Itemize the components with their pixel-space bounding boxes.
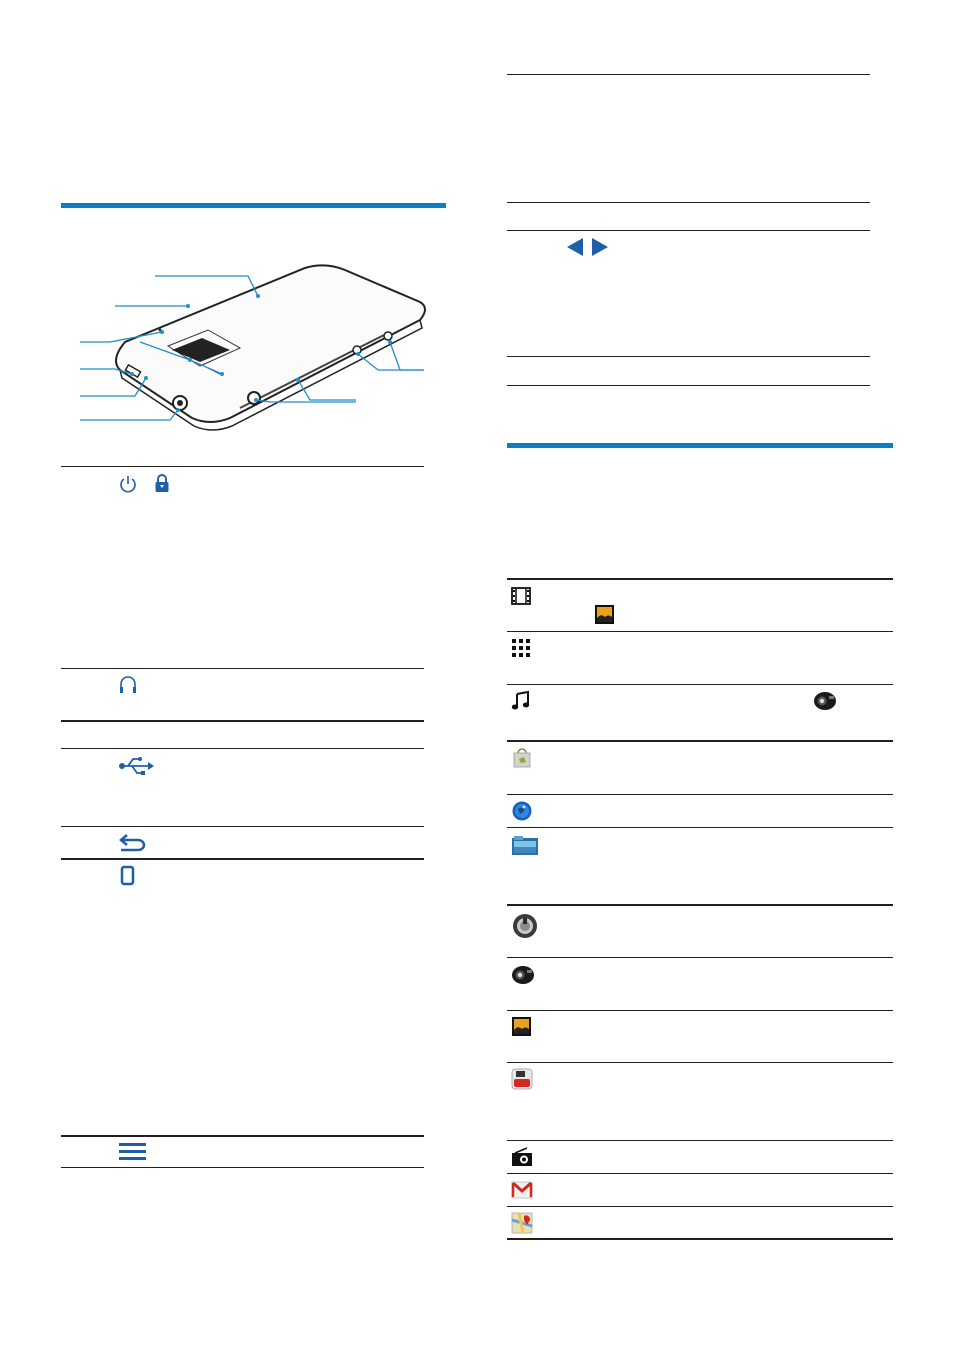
apps-rule-5: [507, 794, 893, 795]
apps-rule-7: [507, 904, 893, 906]
left-section-bar: [61, 203, 446, 208]
gallery-icon: [595, 605, 614, 624]
left-table-rule-4: [61, 748, 424, 749]
apps-rule-8: [507, 957, 893, 958]
browser-icon: [512, 801, 532, 821]
maps-icon: [511, 1212, 533, 1234]
apps-rule-12: [507, 1173, 893, 1174]
gallery-icon: [512, 1017, 531, 1036]
gmail-icon: [511, 1180, 533, 1200]
camera-app-icon: [511, 964, 535, 986]
left-table-rule-6: [61, 858, 424, 860]
apps-rule-14: [507, 1238, 893, 1240]
apps-rule-4: [507, 740, 893, 742]
left-table-rule-1: [61, 466, 424, 467]
apps-rule-1: [507, 578, 893, 580]
apps-rule-6: [507, 827, 893, 828]
apps-rule-9: [507, 1010, 893, 1011]
right-section-bar: [507, 443, 893, 448]
settings-dial-icon: [512, 913, 538, 939]
left-table-rule-7: [61, 1135, 424, 1137]
folders-icon: [511, 834, 539, 856]
home-icon: [120, 865, 136, 887]
right-top-rule-3: [507, 230, 870, 231]
usb-icon: [118, 756, 154, 776]
apps-rule-13: [507, 1206, 893, 1207]
left-table-rule-5: [61, 826, 424, 827]
right-top-rule-5: [507, 385, 870, 386]
radio-icon: [511, 1147, 533, 1167]
camera-app-icon: [813, 690, 837, 712]
right-top-rule-4: [507, 356, 870, 357]
apps-rule-10: [507, 1062, 893, 1063]
film-icon: [511, 586, 531, 606]
headphone-icon: [118, 674, 138, 696]
left-table-rule-2: [61, 668, 424, 669]
youtube-icon: [511, 1068, 533, 1090]
arrow-left-icon: [566, 237, 584, 257]
power-icon: [118, 474, 138, 494]
device-diagram: [60, 250, 450, 450]
market-icon: [512, 748, 532, 768]
left-table-rule-8: [61, 1167, 424, 1168]
lock-icon: [152, 473, 172, 493]
arrow-right-icon: [591, 237, 609, 257]
apps-rule-11: [507, 1140, 893, 1141]
right-top-rule-1: [507, 74, 870, 75]
back-icon: [118, 832, 148, 854]
apps-rule-2: [507, 631, 893, 632]
right-top-rule-2: [507, 202, 870, 203]
menu-icon: [118, 1141, 148, 1163]
left-table-rule-3: [61, 720, 424, 722]
device-illustration: [60, 250, 450, 450]
apps-grid-icon: [511, 638, 531, 658]
music-note-icon: [511, 691, 531, 711]
apps-rule-3: [507, 684, 893, 685]
